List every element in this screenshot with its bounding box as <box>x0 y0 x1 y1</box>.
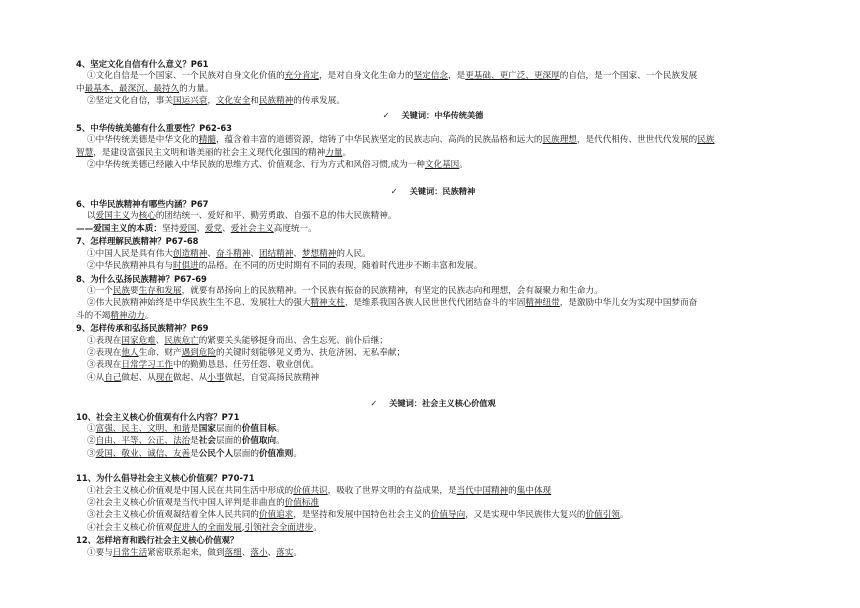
answer-line: ②伟大民族精神始终是中华民族生生不息、发展壮大的强大精神支柱，是维系我国各族人民世世代代团结奋斗的牢固精神纽带，是激励中华儿女为实现中国梦而奋 <box>87 298 698 309</box>
question-4: 4、坚定文化自信有什么意义？P61 <box>76 59 209 69</box>
answer-line: 斗的不竭精神动力。 <box>76 310 154 321</box>
check-icon: ✓ <box>370 398 378 409</box>
check-icon: ✓ <box>390 185 398 196</box>
question-9: 9、怎样传承和弘扬民族精神？P69 <box>76 323 209 334</box>
answer-line: 智慧，是建设富强民主文明和谐美丽的社会主义现代化强国的精神力量。 <box>76 147 352 158</box>
answer-line: ①中国人民是具有伟大创造精神、奋斗精神、团结精神、梦想精神的人民。 <box>87 248 371 259</box>
answer-line: ①一个民族要生存和发展，就要有昂扬向上的民族精神。一个民族有振奋的民族精神，有坚定的民族志向和理想，会有凝聚力和生命力。 <box>87 285 603 296</box>
answer-line: ③表现在日常学习工作中的勤勤恳恳、任劳任怨、敬业创优。 <box>87 360 320 371</box>
question-10: 10、社会主义核心价值观有什么内容？P71 <box>76 411 240 422</box>
keyword-heading: ✓ 关键词：社会主义核心价值观 <box>370 398 496 409</box>
question-8: 8、为什么弘扬民族精神？P67-69 <box>76 273 207 284</box>
answer-line: ③社会主义核心价值观凝结着全体人民共同的价值追求，是坚持和发展中国特色社会主义的价值导向，又是实现中华民族伟大复兴的价值引领。 <box>87 510 629 521</box>
question-7: 7、怎样理解民族精神？P67-68 <box>76 236 199 247</box>
answer-line: ②表现在他人生命、财产遇到危险的关键时刻能够见义勇为、扶危济困、无私奉献； <box>87 347 406 358</box>
document-content <box>76 58 790 559</box>
answer-line: ①中华传统美德是中华文化的精髓，蕴含着丰富的道德资源，熔铸了中华民族坚定的民族志向、高尚的民族品格和远大的民族理想，是代代相传、世世代代发展的民族 <box>87 135 715 146</box>
answer-line: ①社会主义核心价值观是中国人民在共同生活中形成的价值共识，吸收了世界文明的有益成果，是当代中国精神的集中体现 <box>87 485 552 496</box>
answer-line: ②中华传统美德已经融入中华民族的思维方式、价值观念、行为方式和风俗习惯,成为一种文化基因。 <box>87 160 468 171</box>
answer-line: ③爱国、敬业、诚信、友善是公民个人层面的价值准则。 <box>87 448 302 459</box>
question-5: 5、中华传统美德有什么重要性？P62-63 <box>76 123 232 134</box>
answer-line: ①文化自信是一个国家、一个民族对自身文化价值的充分肯定，是对自身文化生命力的坚定信念，是更基础、更广泛、更深厚的自信，是一个国家、一个民族发展 <box>87 71 698 82</box>
answer-line: 中最基本、最深沉、最持久的力量。 <box>76 83 214 94</box>
answer-line: ②坚定文化自信，事关国运兴衰，文化安全和民族精神的传承发展。 <box>87 96 345 107</box>
answer-line: ④从自己做起、从现在做起、从小事做起，自觉高扬民族精神 <box>87 372 320 383</box>
answer-line: ——爱国主义的本质：坚持爱国、爱党、爱社会主义高度统一。 <box>76 223 317 234</box>
keyword-heading: ✓ 关键词：中华传统美德 <box>382 109 484 120</box>
answer-line: ②自由、平等、公正、法治是社会层面的价值取向。 <box>87 436 285 447</box>
question-6: 6、中华民族精神有哪些内涵？P67 <box>76 199 209 210</box>
answer-line: ②社会主义核心价值观是当代中国人评判是非曲直的价值标准 <box>87 498 320 508</box>
question-11: 11、为什么倡导社会主义核心价值观？P70-71 <box>76 473 255 484</box>
answer-line: 以爱国主义为核心的团结统一、爱好和平、勤劳勇敢、自强不息的伟大民族精神。 <box>87 211 397 222</box>
keyword-heading: ✓ 关键词：民族精神 <box>390 185 476 196</box>
check-icon: ✓ <box>382 109 390 120</box>
answer-line: ①要与日常生活紧密联系起来，做到落细、落小、落实。 <box>87 547 302 558</box>
answer-line: ②中华民族精神具有与时俱进的品格。在不同的历史时期有不同的表现，随着时代进步不断丰富和发展。 <box>87 261 483 272</box>
answer-line: ①富强、民主、文明、和谐是国家层面的价值目标。 <box>87 423 285 434</box>
question-12: 12、怎样培育和践行社会主义核心价值观？ <box>76 535 239 546</box>
answer-line: ④社会主义核心价值观促进人的全面发展,引领社会全面进步。 <box>87 522 322 533</box>
answer-line: ①表现在国家危难、民族危亡的紧要关头能够挺身而出、舍生忘死、前仆后继； <box>87 335 388 346</box>
